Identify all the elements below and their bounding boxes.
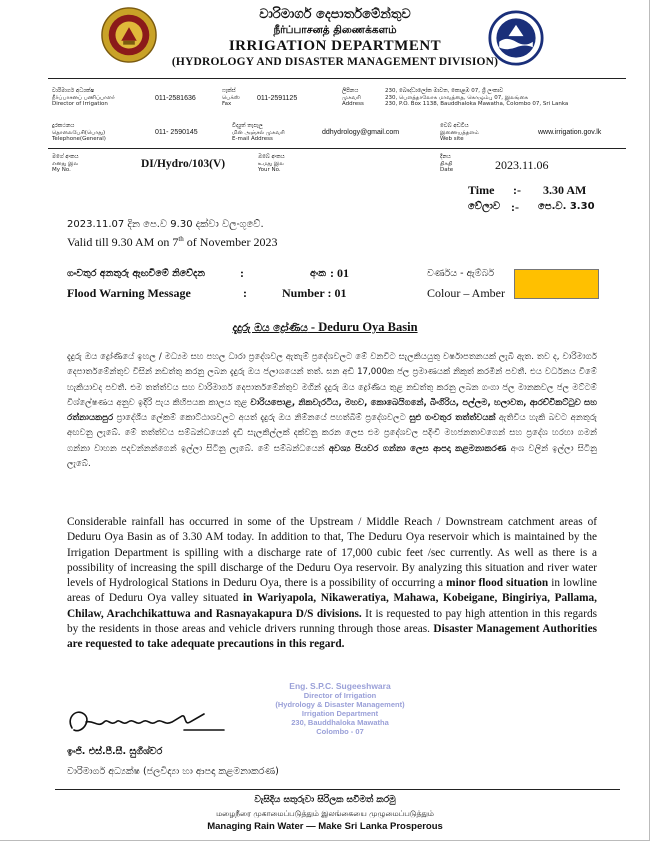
signatory-title: වාරිමාර්ග අධ්‍යක්ෂ (ජලවිද්‍යා හා ආපදා කළමනාකරණ) <box>67 766 279 777</box>
email-label: විද්‍යුත් තැපෑල மின் அஞ்சல் முகவரி E-mail Address <box>232 123 285 142</box>
address-label: ලිපිනය முகவரி Address <box>342 88 364 107</box>
official-stamp: Eng. S.P.C. Sugeeshwara Director of Irrigation (Hydrology & Disaster Management) Irrigation Department 230, Bauddhaloka Mawatha Colombo - 07 <box>275 681 405 736</box>
warning-title-en: Flood Warning Message <box>67 286 191 300</box>
title-tamil: நீர்ப்பாசனத் திணைக்களம் <box>273 24 397 36</box>
warning-number-label-si: අංක <box>310 268 326 279</box>
fax-label: ෆැක්ස් பெக்ஸ் Fax <box>222 88 240 107</box>
fax-number: 011-2591125 <box>257 95 298 102</box>
warning-number-si: : 01 <box>330 266 349 280</box>
english-body: Considerable rainfall has occurred in some of the Upstream / Middle Reach / Downstream catchment areas of Deduru Oya Basin as of 3.30 AM today. In addition to that, The Deduru Oya reservoir which is maintained by the Irrigation Department is spilling with a discharge rate of 17,000 cubic feet /sec currently. As well as there is a possibility of increasing the spill discharge of the Deduru Oya reservoir. By analyzing this situation and river water levels of Hydrological Stations in Deduru Oya, there is a possibility of occurring a minor flood situation in lowline areas of Deduru Oya valley situated in Wariyapola, Nikaweratiya, Mahawa, Kobeigane, Bingiriya, Pallama, Chilaw, Arachchikattuwa and Rasnayakapura D/S divisions. It is requested to pay high attention in this regards by the residents in those areas and vehicle drivers running through those areas. Disaster Management Authorities are requested to take adequate precautions in this regard. <box>67 516 598 651</box>
my-no-value: DI/Hydro/103(V) <box>141 158 226 170</box>
amber-colour-box <box>514 269 599 299</box>
date-label: දිනය திகதி Date <box>440 154 454 173</box>
sinhala-body: දැදුරු ඔය ද්‍රෝණියේ ඉහල / මධ්‍යම සහ පහල ධාරා ප්‍රදේශවල ඇතැම් ප්‍රදේශවලට මේ වනවිට සැලකියයුතු වර්ෂාපතනයක් ලැබී ඇත. තව ද, වාරිමාර්ග දෙපාර්තමේන්තුව විසින් නඩත්තු කරනු ලබන දැදුරු ඔය ජලාශයෙන් තත්. ඝන අඩි 17,000ක ජල ප්‍රමාණයක් නිකුත් කරමින් පවතී. එය වර්ධනය වීමේ හැකියාවද පවතී. එම තත්ත්වය සහ වාරිමාර්ග දෙපාර්තමේන්තුව මගින් දැදුරු ඔය ද්‍රෝණිය තුළ නඩත්තු කරනු ලබන ගංගා ජල මානකවල ජල මට්ටම් විශ්ලේෂණය අනුව ඉදිරි පැය කිහිපයක කාලය තුළ වාරියපොළ, නිකවැරටිය, මහව, කොබෙයිගනේ, බිංගිරිය, පල්ලම, හලාවත, ආරච්චිකට්ටුව සහ රත්නායකපුර ප්‍රාදේශීය ලේකම් කොට්ඨාශවලට අයත් දැදුරු ඔය නිම්නයේ පහත්බිම් ප්‍රදේශවලට සුළු ගංවතුර තත්ත්වයක් ඇතිවිය හැකි බවට අනතුරු අඟවනු ලැබේ. මේ තත්ත්වය සම්බන්ධයෙන් දැඩි සැලකිල්ලක් දක්වනු කරන ලෙස එම ප්‍රදේශවල පදිංචි මහජනතාවගෙන් සහ ප්‍රදේශ හරහා ගමන් ගන්නා වාහන පදවන්නන්ගෙන් ඉල්ලා සිටිනු ලැබේ. මේ සම්බන්ධයෙන් අවශ්‍ය පියවර ගන්නා ලෙස ආපදා කළමනාකරණ අංශ වලින් ඉල්ලා සිටිනු ලැබේ. <box>67 352 598 470</box>
time-en-separator: :- <box>513 183 521 197</box>
warning-colour-en: Colour – Amber <box>427 286 505 300</box>
time-en-label: Time <box>468 183 495 197</box>
time-si-separator: :- <box>511 200 519 214</box>
address-lines: 230, බෞද්ධාලෝක මාවත, කොළඹ 07, ශ්‍රී ලංකාව 230, பௌத்தாலோக மாவத்தை, கொழும்பு 07, இலங்கை 230, P.O. Box 1138, Bauddhaloka Mawatha, Colombo 07, Sri Lanka <box>385 88 569 107</box>
date-value: 2023.11.06 <box>495 158 549 172</box>
time-si-value: පෙ.ව. 3.30 <box>538 201 595 212</box>
telephone-label: දුරකථනය தொலைபேசி(பொது) Telephone(General) <box>52 123 106 142</box>
email-link[interactable]: ddhydrology@gmail.com <box>322 129 400 136</box>
footer-sinhala: වැසිදිය සතුරුවා සිරිලක සවිමත් කරමු <box>254 795 396 805</box>
time-si-label: වේලාව <box>468 201 501 212</box>
warning-colon-si: : <box>240 266 244 280</box>
signature-icon <box>64 700 234 745</box>
validity-si: 2023.11.07 දින පෙ.ව 9.30 දක්වා වලංගුවේ. <box>67 219 264 230</box>
time-en-value: 3.30 AM <box>543 183 587 197</box>
signatory-name: ඉංජි. එස්.පී.සී. සුගීශ්වර <box>67 746 163 757</box>
basin-heading: දැදුරු ඔය ද්‍රෝණිය - Deduru Oya Basin <box>232 320 418 334</box>
title-sinhala: වාරිමාර්ග දෙපාර්තමේන්තුව <box>259 7 411 22</box>
title-english: IRRIGATION DEPARTMENT <box>228 38 442 54</box>
contacts-rule <box>48 148 626 149</box>
website-label: වෙබ් අඩවිය இணையத்தளம் Web site <box>440 123 479 142</box>
warning-title-si: ගංවතුර අනතුරු ඇඟවීමේ නිවේදන <box>67 268 205 279</box>
footer-tamil: மழைநீரை முகாமைப்படுத்தும் இலங்கையை முழுமைப்படுத்தும் <box>216 809 434 818</box>
your-no-label: ඔබේ අංකය உமது இல Your No. <box>258 154 285 173</box>
warning-colon-en: : <box>243 286 247 300</box>
director-label: වාරිමාර්ග අධ්‍යක්ෂ நீர்ப்பாசனப் பணிப்பாளர் Director of Irrigation <box>52 88 115 107</box>
warning-number-en: Number : 01 <box>282 286 347 300</box>
my-no-label: මගේ අංකය எனது இல My No. <box>52 154 79 173</box>
director-phone: 011-2581636 <box>155 95 196 102</box>
telephone-number: 011- 2590145 <box>155 129 198 136</box>
validity-en: Valid till 9.30 AM on 7th of November 2023 <box>67 235 278 249</box>
website-link[interactable]: www.irrigation.gov.lk <box>538 129 602 136</box>
header-rule <box>48 78 626 79</box>
footer-english: Managing Rain Water — Make Sri Lanka Prosperous <box>207 821 443 832</box>
footer-rule <box>55 789 620 790</box>
division-title: (HYDROLOGY AND DISASTER MANAGEMENT DIVISION) <box>171 56 499 68</box>
warning-colour-si: වර්ණය - ඇම්බර් <box>427 268 495 279</box>
